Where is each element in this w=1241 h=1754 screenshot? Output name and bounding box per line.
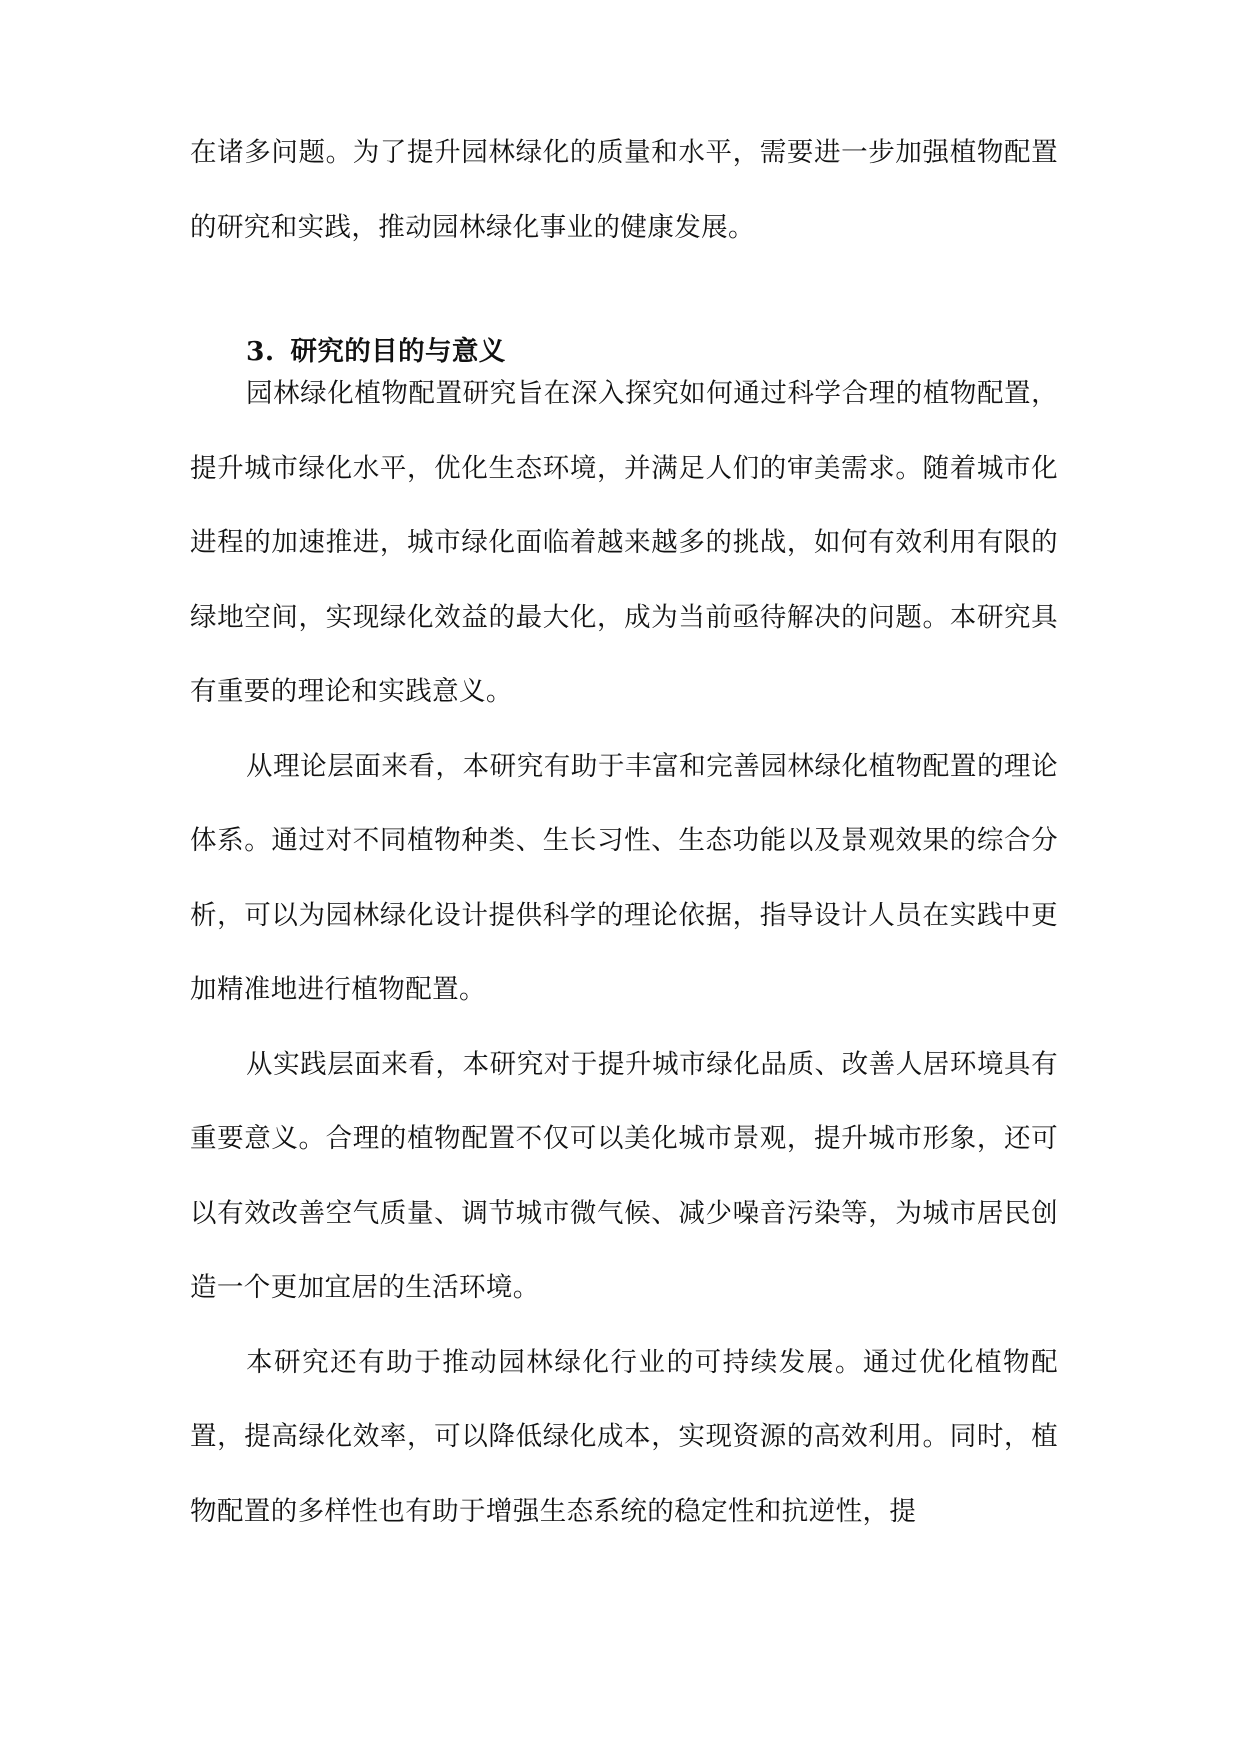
continued-paragraph-block (190, 116, 1058, 265)
continued-paragraph: 在诸多问题。为了提升园林绿化的质量和水平，需要进一步加强植物配置的研究和实践，推动园林绿化事业的健康发展。 (190, 137, 1058, 243)
section-number: 3. (246, 336, 275, 367)
body-text (190, 357, 1058, 1549)
paragraph-sustainability: 本研究还有助于推动园林绿化行业的可持续发展。通过优化植物配置，提高绿化效率，可以降低绿化成本，实现资源的高效利用。同时，植物配置的多样性也有助于增强生态系统的稳定性和抗逆性，提 (190, 1346, 1058, 1527)
paragraph-theory: 从理论层面来看，本研究有助于丰富和完善园林绿化植物配置的理论体系。通过对不同植物种类、生长习性、生态功能以及景观效果的综合分析，可以为园林绿化设计提供科学的理论依据，指导设计人员在实践中更加精准地进行植物配置。 (190, 750, 1058, 1005)
section-title: 研究的目的与意义 (290, 336, 506, 367)
paragraph-practice: 从实践层面来看，本研究对于提升城市绿化品质、改善人居环境具有重要意义。合理的植物配置不仅可以美化城市景观，提升城市形象，还可以有效改善空气质量、调节城市微气候、减少噪音污染等，为城市居民创造一个更加宜居的生活环境。 (190, 1048, 1058, 1303)
paragraph-purpose: 园林绿化植物配置研究旨在深入探究如何通过科学合理的植物配置，提升城市绿化水平，优化生态环境，并满足人们的审美需求。随着城市化进程的加速推进，城市绿化面临着越来越多的挑战，如何有效利用有限的绿地空间，实现绿化效益的最大化，成为当前亟待解决的问题。本研究具有重要的理论和实践意义。 (190, 378, 1058, 707)
